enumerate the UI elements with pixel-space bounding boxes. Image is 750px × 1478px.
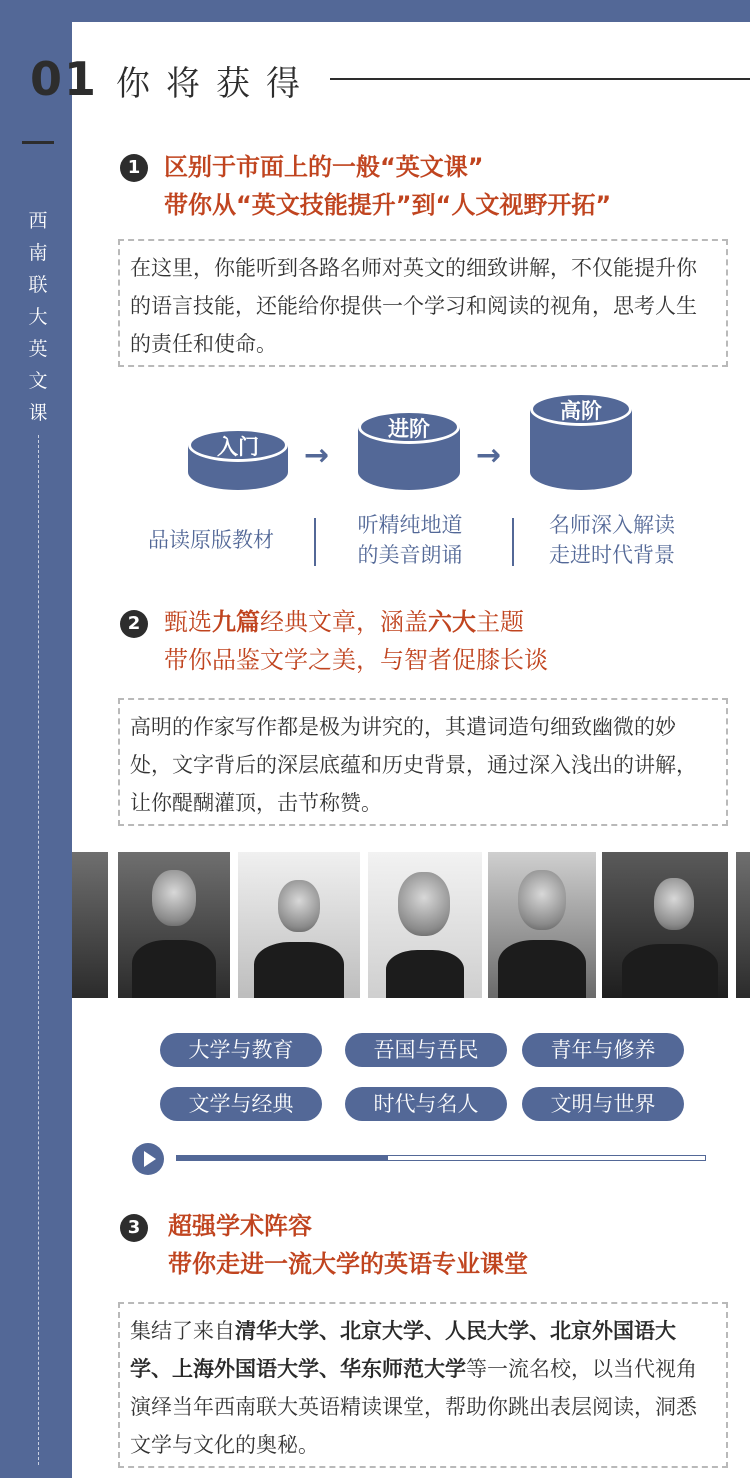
carousel-progress-bar[interactable] [176,1155,706,1161]
arrow-right-icon: → [476,438,502,473]
sidebar-dotted-line [38,435,39,1465]
sidebar-char: 文 [28,370,48,392]
level-cylinder-advanced [358,410,460,490]
author-photo [238,852,360,998]
play-icon[interactable] [132,1143,164,1175]
author-photo [602,852,728,998]
point1-heading-line2: 带你从“英文技能提升”到“人文视野开拓” [164,191,612,219]
title-char: 获 [216,64,252,104]
level-label: 高阶 [560,399,602,423]
author-photo-carousel[interactable] [72,852,750,998]
point1-heading-line1: 区别于市面上的一般“英文课” [164,153,484,181]
sidebar-char: 大 [28,306,48,328]
sidebar-dash [22,141,54,144]
point-number-badge: 3 [120,1214,148,1242]
author-photo [488,852,596,998]
point2-heading-line2: 带你品鉴文学之美，与智者促膝长谈 [164,646,548,674]
topic-tag[interactable]: 大学与教育 [160,1033,322,1067]
level-caption: 品读原版教材 [148,528,274,552]
author-photo [72,852,108,998]
title-rule [330,78,750,80]
caption-divider [512,518,514,566]
topic-tag[interactable]: 青年与修养 [522,1033,684,1067]
title-char: 得 [266,64,302,104]
level-label: 入门 [217,435,259,459]
title-char: 你 [116,64,152,104]
section-number: 01 [30,52,99,106]
point1-description: 在这里，你能听到各路名师对英文的细致讲解，不仅能提升你的语言技能，还能给你提供一个学习和阅读的视角，思考人生的责任和使命。 [118,239,728,367]
point3-description: 集结了来自清华大学、北京大学、人民大学、北京外国语大学、上海外国语大学、华东师范大学等一流名校，以当代视角演绎当年西南联大英语精读课堂，帮助你跳出表层阅读，洞悉文学与文化的奥秘。 [118,1302,728,1468]
arrow-right-icon: → [304,438,330,473]
progress-fill [177,1156,388,1160]
sidebar-char: 英 [28,338,48,360]
caption-divider [314,518,316,566]
level-cylinder-intro [188,428,288,490]
sidebar-char: 课 [28,402,48,424]
point2-description: 高明的作家写作都是极为讲究的，其遣词造句细致幽微的妙处，文字背后的深层底蕴和历史背景，通过深入浅出的讲解，让你醍醐灌顶，击节称赞。 [118,698,728,826]
point3-heading-line1: 超强学术阵容 [168,1212,312,1240]
sidebar-vertical-title [28,205,48,429]
author-photo [368,852,482,998]
point-number-badge: 2 [120,610,148,638]
point-number-badge: 1 [120,154,148,182]
level-cylinder-expert [530,392,632,490]
author-photo [118,852,230,998]
topic-tag[interactable]: 文明与世界 [522,1087,684,1121]
topic-tag[interactable]: 文学与经典 [160,1087,322,1121]
point3-heading-line2: 带你走进一流大学的英语专业课堂 [168,1250,528,1278]
sidebar-char: 南 [28,242,48,264]
title-char: 将 [166,64,202,104]
sidebar-char: 西 [28,210,48,232]
point2-heading-line1: 甄选九篇经典文章，涵盖六大主题 [164,608,524,636]
level-label: 进阶 [388,417,430,441]
author-photo [736,852,750,998]
section-title [116,56,302,105]
topic-tag[interactable]: 吾国与吾民 [345,1033,507,1067]
level-caption: 名师深入解读 走进时代背景 [549,513,675,567]
level-caption: 听精纯地道 的美音朗诵 [357,513,463,567]
topic-tag[interactable]: 时代与名人 [345,1087,507,1121]
sidebar-char: 联 [28,274,48,296]
